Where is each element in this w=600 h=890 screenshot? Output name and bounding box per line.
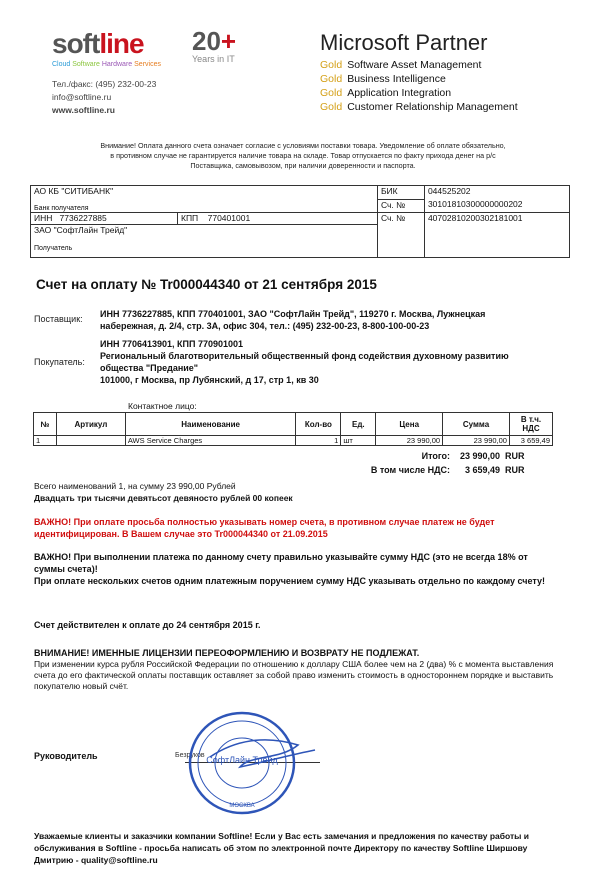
vat-value: 3 659,49 — [464, 465, 500, 475]
items-table — [33, 412, 553, 446]
buyer-details: ИНН 7706413901, КПП 770901001 Региональный благотворительный общественный фонд содействия духовному развитию общества "Предание" 101000, г Москва, пр Лубянский, д 17, стр 1, кв 30 — [100, 339, 509, 385]
years-caption: Years in IT — [192, 54, 235, 64]
logo-accent: line — [99, 28, 144, 59]
corr-account: 30101810300000000202 — [424, 199, 569, 213]
contact-web[interactable]: www.softline.ru — [52, 105, 115, 115]
supplier-details: ИНН 7736227885, КПП 770401001, ЗАО "СофтЛайн Трейд", 119270 г. Москва, Лужнецкая набережная, д. 2/4, стр. 3А, офис 304, тел.: (495) 232-00-23, 8-800-100-00-23 — [100, 309, 486, 331]
total-currency: RUR — [505, 451, 525, 461]
contact-phone: Тел./факс: (495) 232-00-23 — [52, 79, 157, 89]
stamp-city: МОСКВА — [229, 803, 255, 809]
stamp-company: СофтЛайн Трейд — [206, 755, 278, 765]
vat-label: В том числе НДС: — [370, 465, 450, 475]
payment-notice: Внимание! Оплата данного счета означает согласие с условиями поставки товара. Уведомление об оплате обязательно, в противном случае не гарантируется наличие товара на складе. Товар отпускается по факту прихода денег на р/с Поставщика, самовывозом, при наличии доверенности и паспорта. — [100, 141, 506, 170]
invoice-title: Счет на оплату № Tr000044340 от 21 сентября 2015 — [36, 277, 377, 292]
ms-competencies — [320, 58, 518, 114]
bank-name-cell: АО КБ "СИТИБАНК" Банк получателя — [31, 186, 378, 213]
sch-label: Сч. № — [377, 199, 424, 213]
bank-details-table — [30, 185, 570, 258]
recipient-cell: ЗАО "СофтЛайн Трейд" Получатель — [31, 225, 378, 258]
director-label: Руководитель — [34, 751, 98, 761]
bik-label: БИК — [377, 186, 424, 200]
total-label: Итого: — [421, 451, 450, 461]
buyer-label: Покупатель: — [34, 357, 85, 367]
ms-partner-title: Microsoft Partner — [320, 30, 488, 55]
ms-competency: Gold Customer Relationship Management — [320, 101, 518, 113]
contact-person-label: Контактное лицо: — [128, 401, 197, 411]
logo-main: soft — [52, 28, 100, 59]
tagline-hardware: Hardware — [101, 61, 133, 68]
ms-competency: Gold Application Integration — [320, 87, 452, 99]
table-row: 1 AWS Service Charges 1 шт 23 990,00 23 990,00 3 659,49 — [34, 436, 553, 446]
footer-feedback: Уважаемые клиенты и заказчики компании Softline! Если у Вас есть замечания и предложения по качеству работы и обслуживания в Softline - просьба написать об этом по электронной почте Директору по качеству Softline Ширшову Дмитрию - quality@softline.ru — [34, 831, 530, 865]
bik-value: 044525202 — [424, 186, 569, 200]
vat-currency: RUR — [505, 465, 525, 475]
tagline — [52, 61, 161, 68]
supplier-label: Поставщик: — [34, 314, 83, 324]
items-header-row: № Артикул Наименование Кол-во Ед. Цена Сумма В т.ч. НДС — [34, 413, 553, 436]
settlement-account: 40702810200302181001 — [424, 213, 569, 258]
ms-competency: Gold Business Intelligence — [320, 73, 446, 85]
inn-cell: ИНН 7736227885 — [31, 213, 178, 225]
contact-email[interactable]: info@softline.ru — [52, 92, 112, 102]
softline-logo — [52, 28, 144, 60]
ms-competency: Gold Software Asset Management — [320, 59, 482, 71]
total-value: 23 990,00 — [459, 451, 500, 461]
important-vat-note: ВАЖНО! При выполнении платежа по данному счету правильно указывайте сумму НДС (это не всегда 18% от суммы счета)! При оплате нескольких счетов одним платежным поручением сумму НДС указывать отдельно по каждому счету! — [34, 552, 546, 586]
tagline-cloud: Cloud — [52, 61, 71, 68]
company-stamp — [180, 705, 320, 825]
logo-20: 20 — [192, 26, 221, 56]
license-notice: ВНИМАНИЕ! ИМЕННЫЕ ЛИЦЕНЗИИ ПЕРЕОФОРМЛЕНИЮ И ВОЗВРАТУ НЕ ПОДЛЕЖАТ. При изменении курса рубля Российской Федерации по отношению к доллару США более чем на 2 (два) % с момента выставления счета до его фактической оплаты поставщик оставляет за собой право изменить стоимость в одностороннем порядке и выставить покупателю новый счёт. — [34, 648, 554, 691]
tagline-services: Services — [134, 61, 161, 68]
sch-label-2: Сч. № — [377, 213, 424, 258]
sum-summary: Всего наименований 1, на сумму 23 990,00 Рублей Двадцать три тысячи девятьсот девяносто рублей 00 копеек — [34, 481, 293, 503]
valid-until: Счет действителен к оплате до 24 сентября 2015 г. — [34, 620, 261, 630]
logo-plus: + — [220, 26, 237, 56]
contacts — [52, 78, 156, 117]
kpp-cell: КПП 770401001 — [178, 213, 378, 225]
signer-name: Безруков — [175, 752, 205, 759]
years-logo — [192, 26, 236, 57]
tagline-software: Software — [72, 61, 100, 68]
important-invoice-number: ВАЖНО! При оплате просьба полностью указывать номер счета, в противном случае платеж не будет идентифицирован. В Вашем случае это Tr000044340 от 21.09.2015 — [34, 517, 495, 539]
